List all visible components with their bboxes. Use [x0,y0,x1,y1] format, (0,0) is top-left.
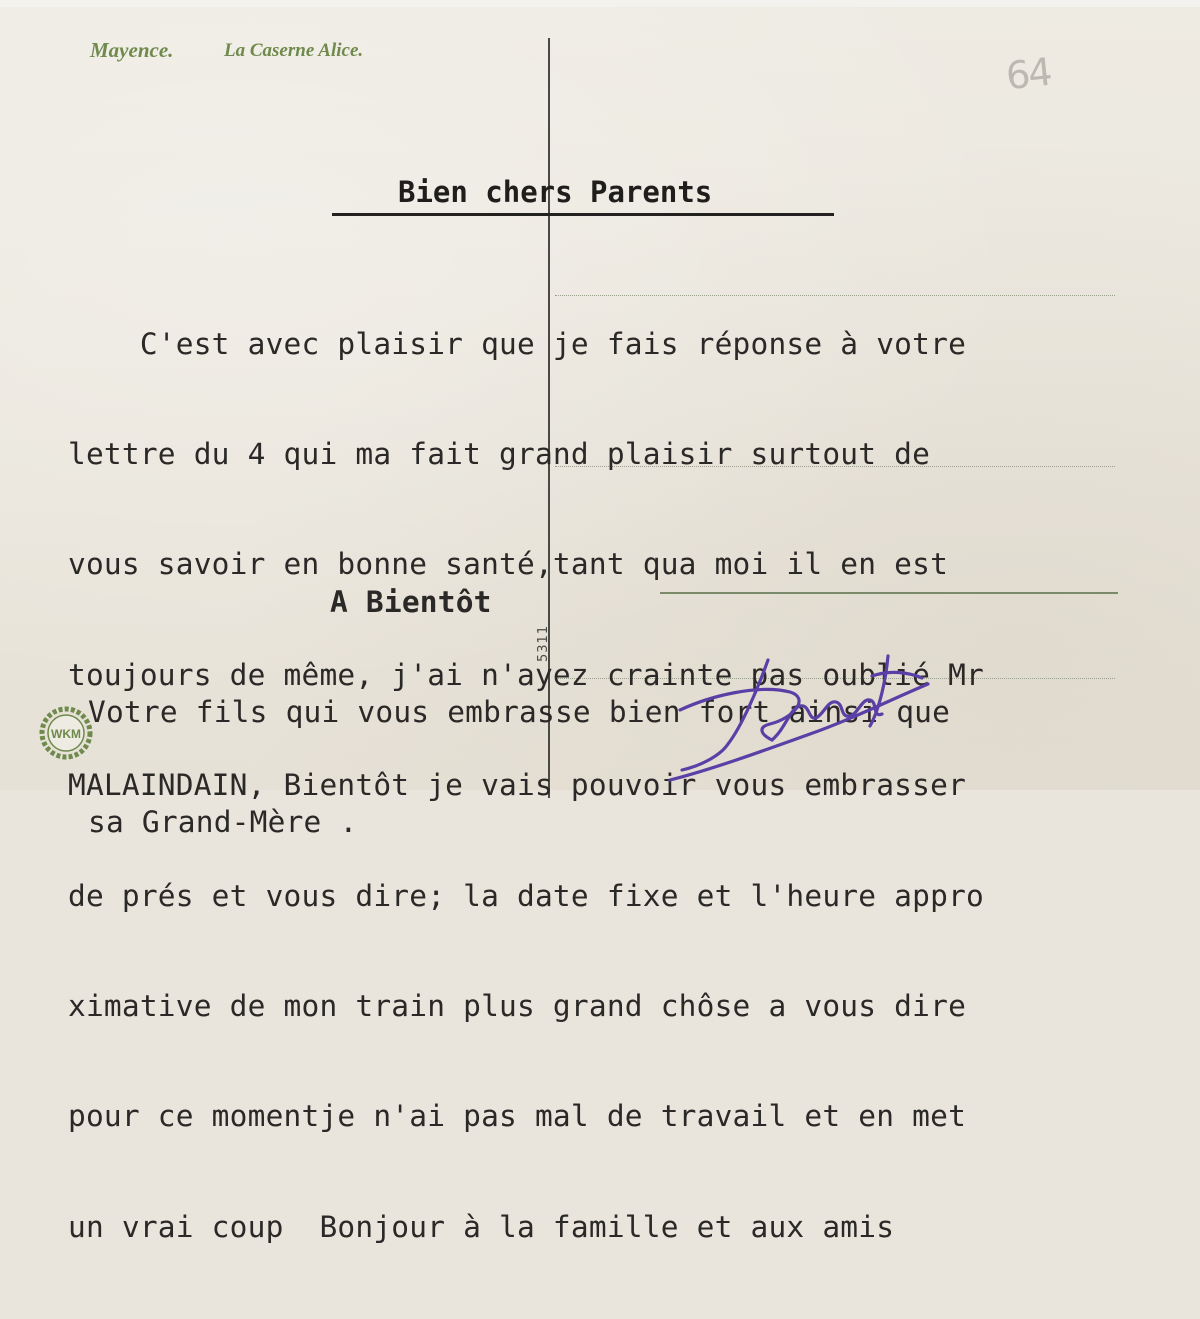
letter-line: un vrai coup Bonjour à la famille et aux amis [68,1209,895,1244]
card-top-edge [0,0,1200,7]
caption-place: Mayence. [90,38,174,62]
letter-line: lettre du 4 qui ma fait grand plaisir surtout de [68,436,931,471]
signoff-line: Votre fils qui vous embrasse bien fort ainsi que [88,694,951,729]
letter-closing: A Bientôt [330,585,492,619]
letter-line: toujours de même, j'ai n'ayez crainte pas oublié Mr [68,657,984,692]
serial-number: 5311 [536,624,551,662]
pencil-note: 64 [1003,49,1053,99]
letter-line: vous savoir en bonne santé,tant qua moi il en est [68,547,949,582]
letter-line: pour ce momentje n'ai pas mal de travail et en met [68,1099,967,1134]
publisher-logo [38,705,94,761]
letter-line: de prés et vous dire; la date fixe et l'heure appro [68,878,984,913]
letter-line: MALAINDAIN, Bientôt je vais pouvoir vous embrasser [68,768,967,803]
publisher-logo-text: WKM [51,727,81,741]
letter-line: ximative de mon train plus grand chôse a vous dire [68,988,967,1023]
letter-heading: Bien chers Parents [398,175,713,209]
signature [640,648,940,790]
letter-line: C'est avec plaisir que je fais réponse à votre [68,326,967,361]
heading-underline [332,213,834,216]
signoff-line: sa Grand-Mère . [88,804,358,839]
caption-title: La Caserne Alice. [224,40,364,61]
